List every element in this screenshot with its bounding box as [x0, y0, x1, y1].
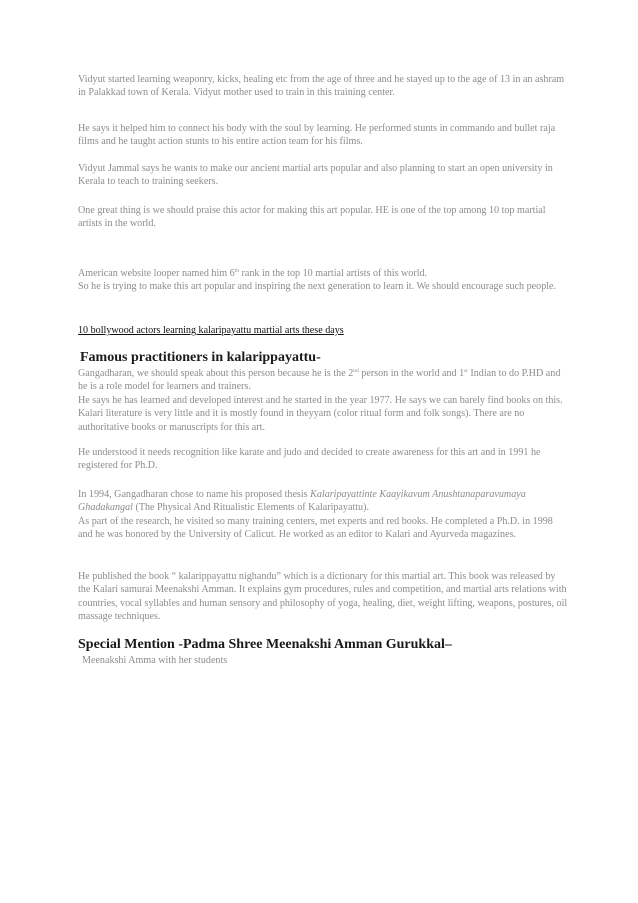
text-segment: American website looper named him 6 [78, 268, 235, 279]
paragraph-vidyut-training: Vidyut started learning weaponry, kicks, healing etc from the age of three and he stayed up to the age of 13 in an ashram in Palakkad town of Kerala. Vidyut mother used to train in this training center. [78, 74, 565, 99]
text-segment: rank in the top 10 martial artists of this world. [238, 268, 428, 279]
superscript: th [234, 268, 239, 274]
superscript: nd [353, 368, 359, 374]
heading-special-mention: Special Mention -Padma Shree Meenakshi Amman Gurukkal– [78, 637, 452, 652]
paragraph-recognition: He understood it needs recognition like karate and judo and decided to create awareness for this art and in 1991 he registered for Ph.D. [78, 447, 541, 472]
text-segment: person in the world and 1 [358, 368, 465, 379]
paragraph-stunts: He says it helped him to connect his body with the soul by learning. He performed stunts in commando and bullet raja films and he taught action stunts to his entire action team for his films. [78, 123, 556, 148]
paragraph-looper-rank [78, 267, 568, 294]
paragraph-nighandu-book: He published the book “ kalarippayattu nighandu” which is a dictionary for this martial art. This book was released by the Kalari samurai Meenakshi Amman. It explains gym procedures, rules and competition, and martial arts relations with countries, vocal syllables and human sensory and philosophy of yoga, healing, diet, weight lifting, weapons, postures, oil massage techniques. [78, 571, 568, 623]
heading-famous-practitioners: Famous practitioners in kalarippayattu- [80, 350, 321, 365]
text-segment: So he is trying to make this art popular and inspiring the next generation to learn it. We should encourage such people. [78, 281, 557, 293]
paragraph-praise: One great thing is we should praise this actor for making this art popular. HE is one of the top among 10 top martial artists in the world. [78, 205, 546, 230]
paragraph-gangadharan [78, 367, 568, 434]
text-segment: Gangadharan, we should speak about this person because he is the 2 [78, 368, 354, 379]
text-segment: He says he has learned and developed interest and he started in the year 1977. He says we can barely find books on this. Kalari literature is very little and it is mostly found in theyyam (color ritual form and folk songs). There are no authoritative books or manuscripts for this art. [78, 394, 563, 433]
bollywood-actors-link[interactable]: 10 bollywood actors learning kalaripayattu martial arts these days [78, 325, 344, 336]
thesis-title: Kalaripayattinte Kaayikavum Anushtanaparavumaya Ghadakangal [78, 489, 526, 514]
text-segment: In 1994, Gangadharan chose to name his proposed thesis [78, 489, 311, 500]
text-segment: (The Physical And Ritualistic Elements of Kalaripayattu). [132, 502, 369, 514]
text-segment: Indian to do P.HD and he is a role model for learners and trainers. [78, 368, 561, 393]
paragraph-thesis [78, 488, 568, 542]
text-segment: As part of the research, he visited so many training centers, met experts and red books. He completed a Ph.D. in 1998 and he was honored by the University of Calicut. He worked as an editor to Kalari and Ayurveda magazines. [78, 515, 553, 541]
photo-caption: Meenakshi Amma with her students [82, 655, 228, 666]
paragraph-open-university: Vidyut Jammal says he wants to make our ancient martial arts popular and also planning to start an open university in Kerala to teach to training seekers. [78, 163, 553, 188]
superscript: st [464, 368, 468, 374]
